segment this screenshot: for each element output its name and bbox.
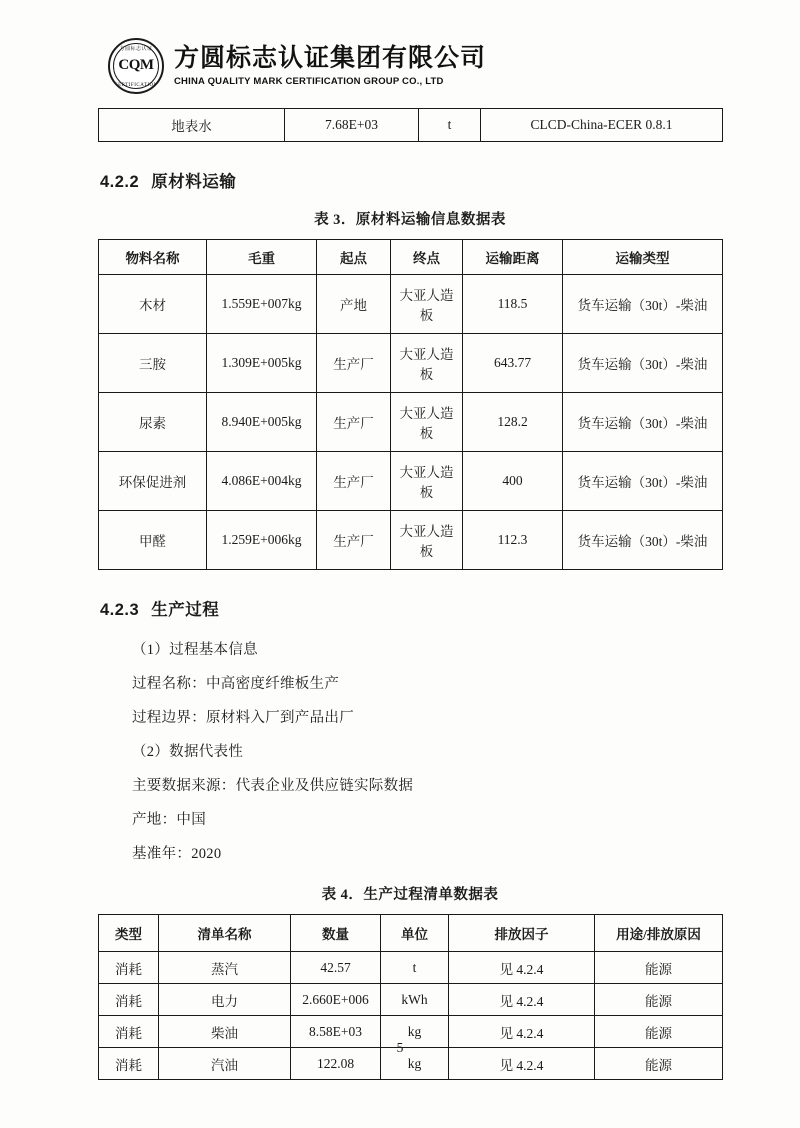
cell-type: 消耗	[99, 1016, 159, 1048]
letterhead-text	[174, 45, 486, 88]
cell-quantity: 2.660E+006	[291, 984, 381, 1016]
cell-emission-factor: 见 4.2.4	[449, 1048, 595, 1080]
logo-badge-top-text: 方圆标志认证	[119, 47, 153, 52]
paragraph-process-boundary: 过程边界：原材料入厂到产品出厂	[132, 710, 354, 726]
cell-item-name: 电力	[159, 984, 291, 1016]
table-row	[99, 452, 723, 511]
cell-unit: kg	[381, 1048, 449, 1080]
paragraph-process-basic-info: （1）过程基本信息	[132, 642, 258, 658]
cell-transport-type: 货车运输（30t）-柴油	[563, 393, 723, 452]
cell-origin: 生产厂	[317, 393, 391, 452]
cell-destination: 大亚人造板	[391, 334, 463, 393]
cell-gross-weight: 1.309E+005kg	[207, 334, 317, 393]
cell-gross-weight: 1.559E+007kg	[207, 275, 317, 334]
paragraph-data-source: 主要数据来源：代表企业及供应链实际数据	[132, 778, 414, 794]
table3-col-gross-weight: 毛重	[207, 240, 317, 275]
heading-422-title: 原材料运输	[151, 173, 237, 191]
cell-distance: 112.3	[463, 511, 563, 570]
cell-distance: 118.5	[463, 275, 563, 334]
table-raw-material-transport	[98, 239, 723, 570]
table3-caption: 表 3．原材料运输信息数据表	[314, 212, 506, 228]
cell-distance: 400	[463, 452, 563, 511]
cell-material: 木材	[99, 275, 207, 334]
heading-422-number: 4.2.2	[100, 173, 140, 191]
table4-caption: 表 4．生产过程清单数据表	[321, 887, 499, 903]
cell-type: 消耗	[99, 984, 159, 1016]
cell-origin: 产地	[317, 275, 391, 334]
table-row	[99, 984, 723, 1016]
page-number: 5	[396, 1040, 404, 1055]
cell-transport-type: 货车运输（30t）-柴油	[563, 275, 723, 334]
logo-badge-main-text: CQM	[118, 57, 154, 73]
logo-badge-bottom-text: CERTIFICATION	[114, 83, 158, 88]
table-row	[99, 109, 723, 142]
cell-gross-weight: 1.259E+006kg	[207, 511, 317, 570]
table4-col-unit: 单位	[381, 915, 449, 952]
cell-type: 消耗	[99, 1048, 159, 1080]
cell-unit: t	[381, 952, 449, 984]
cell-purpose: 能源	[595, 1016, 723, 1048]
cell-distance: 643.77	[463, 334, 563, 393]
page-content	[98, 0, 722, 1080]
table-row	[99, 334, 723, 393]
cell-origin: 生产厂	[317, 334, 391, 393]
cell-purpose: 能源	[595, 1048, 723, 1080]
cell-emission-factor: 见 4.2.4	[449, 952, 595, 984]
cell-database: CLCD-China-ECER 0.8.1	[481, 109, 723, 142]
cell-material-name: 地表水	[99, 109, 285, 142]
company-name-cn: 方圆标志认证集团有限公司	[174, 44, 487, 72]
paragraph-process-name: 过程名称：中高密度纤维板生产	[132, 676, 340, 692]
cell-material: 三胺	[99, 334, 207, 393]
letterhead	[98, 0, 722, 94]
table4-col-quantity: 数量	[291, 915, 381, 952]
cell-distance: 128.2	[463, 393, 563, 452]
cell-transport-type: 货车运输（30t）-柴油	[563, 452, 723, 511]
cell-origin: 生产厂	[317, 511, 391, 570]
table-row	[99, 275, 723, 334]
company-logo-icon	[108, 38, 164, 94]
cell-quantity: 122.08	[291, 1048, 381, 1080]
cell-material: 尿素	[99, 393, 207, 452]
cell-destination: 大亚人造板	[391, 275, 463, 334]
cell-item-name: 汽油	[159, 1048, 291, 1080]
cell-emission-factor: 见 4.2.4	[449, 984, 595, 1016]
company-name-en: CHINA QUALITY MARK CERTIFICATION GROUP CO., LTD	[174, 76, 444, 88]
cell-unit: t	[419, 109, 481, 142]
cell-purpose: 能源	[595, 984, 723, 1016]
table3-col-material: 物料名称	[99, 240, 207, 275]
cell-unit: kg	[381, 1016, 449, 1048]
table3-col-destination: 终点	[391, 240, 463, 275]
cell-type: 消耗	[99, 952, 159, 984]
cell-item-name: 柴油	[159, 1016, 291, 1048]
table4-col-purpose: 用途/排放原因	[595, 915, 723, 952]
cell-transport-type: 货车运输（30t）-柴油	[563, 511, 723, 570]
table4-col-item-name: 清单名称	[159, 915, 291, 952]
table4-header-row	[99, 915, 723, 952]
heading-423-title: 生产过程	[151, 601, 220, 619]
cell-destination: 大亚人造板	[391, 511, 463, 570]
table3-col-origin: 起点	[317, 240, 391, 275]
cell-quantity: 8.58E+03	[291, 1016, 381, 1048]
heading-423-number: 4.2.3	[100, 601, 140, 619]
cell-material: 甲醛	[99, 511, 207, 570]
table3-col-transport-type: 运输类型	[563, 240, 723, 275]
table-row	[99, 952, 723, 984]
table-row	[99, 511, 723, 570]
cell-unit: kWh	[381, 984, 449, 1016]
cell-gross-weight: 4.086E+004kg	[207, 452, 317, 511]
cell-item-name: 蒸汽	[159, 952, 291, 984]
continued-table	[98, 108, 723, 142]
cell-origin: 生产厂	[317, 452, 391, 511]
heading-section-423	[100, 596, 722, 620]
cell-purpose: 能源	[595, 952, 723, 984]
cell-gross-weight: 8.940E+005kg	[207, 393, 317, 452]
cell-quantity: 42.57	[291, 952, 381, 984]
table3-col-distance: 运输距离	[463, 240, 563, 275]
cell-material: 环保促进剂	[99, 452, 207, 511]
cell-quantity: 7.68E+03	[285, 109, 419, 142]
table-row	[99, 393, 723, 452]
table3-header-row	[99, 240, 723, 275]
heading-section-422	[100, 168, 722, 192]
paragraph-data-representativeness: （2）数据代表性	[132, 744, 244, 760]
paragraph-base-year: 基准年：2020	[132, 846, 222, 862]
cell-transport-type: 货车运输（30t）-柴油	[563, 334, 723, 393]
cell-destination: 大亚人造板	[391, 393, 463, 452]
cell-destination: 大亚人造板	[391, 452, 463, 511]
cell-emission-factor: 见 4.2.4	[449, 1016, 595, 1048]
paragraph-origin: 产地：中国	[132, 812, 206, 828]
table4-col-emission-factor: 排放因子	[449, 915, 595, 952]
table4-col-type: 类型	[99, 915, 159, 952]
